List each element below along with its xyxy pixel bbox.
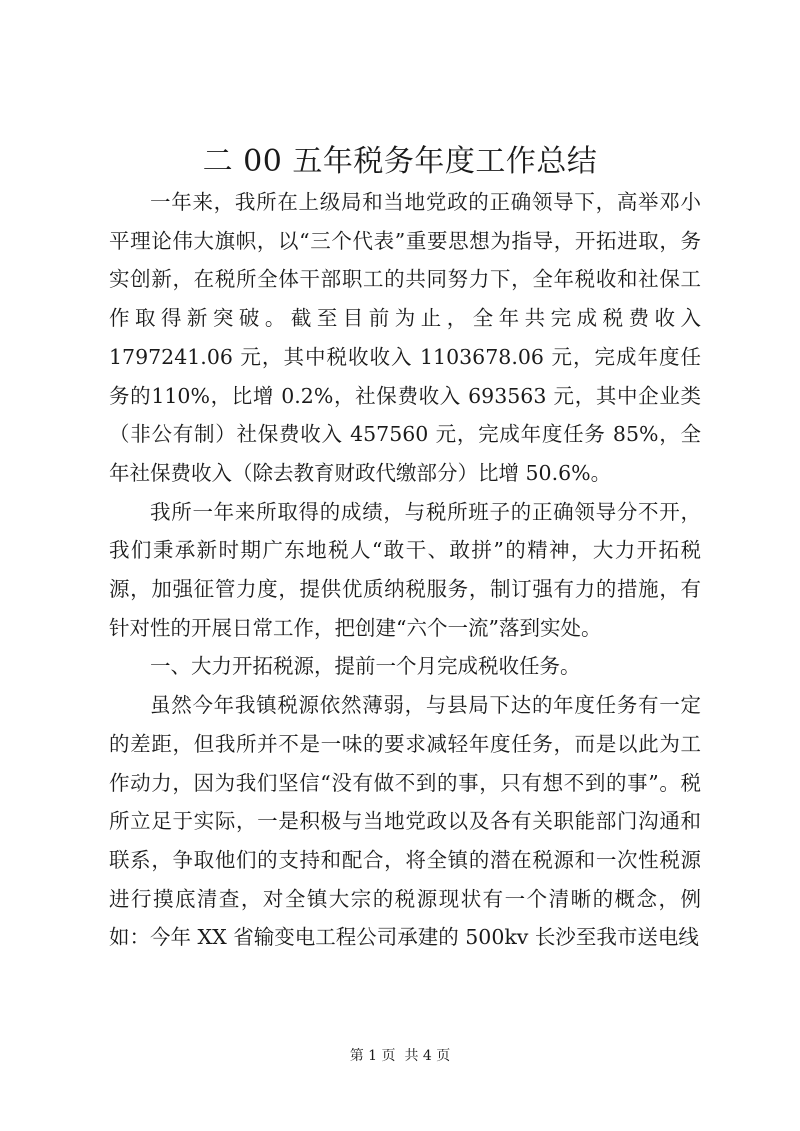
paragraph-3: 虽然今年我镇税源依然薄弱，与县局下达的年度任务有一定的差距，但我所并不是一味的要求减轻年度任务，而是以此为工作动力，因为我们坚信“没有做不到的事，只有想不到的事”。税所立足于实际，一是积极与当地党政以及各有关职能部门沟通和联系，争取他们的支持和配合，将全镇的潜在税源和一次性税源进行摸底清查，对全镇大宗的税源现状有一个清晰的概念，例如：今年 XX 省输变电工程公司承建的 500kv 长沙至我市送电线 [109,693,701,950]
document-title: 二 00 五年税务年度工作总结 [202,144,598,179]
page-footer [0,1046,800,1066]
paragraph-1: 一年来，我所在上级局和当地党政的正确领导下，高举邓小平理论伟大旗帜，以“三个代表”重要思想为指导，开拓进取，务实创新，在税所全体干部职工的共同努力下，全年税收和社保工作取得新突破。截至目前为止，全年共完成税费收入1797241.06 元，其中税收收入 1103678.06 元，完成年度任务的110%，比增 0.2%，社保费收入 693563 元，其中企业类（非公有制）社保费收入 457560 元，完成年度任务 85%，全年社保费收入（除去教育财政代缴部分）比增 50.6%。 [109,190,701,485]
paragraph-2: 我所一年来所取得的成绩，与税所班子的正确领导分不开，我们秉承新时期广东地税人“敢干、敢拼”的精神，大力开拓税源，加强征管力度，提供优质纳税服务，制订强有力的措施，有针对性的开展日常工作，把创建“六个一流”落到实处。 [109,499,701,640]
page-number-label: 第 1 页 共 4 页 [349,1048,451,1064]
section-heading-1: 一、大力开拓税源，提前一个月完成税收任务。 [150,654,581,679]
document-body [109,183,701,957]
